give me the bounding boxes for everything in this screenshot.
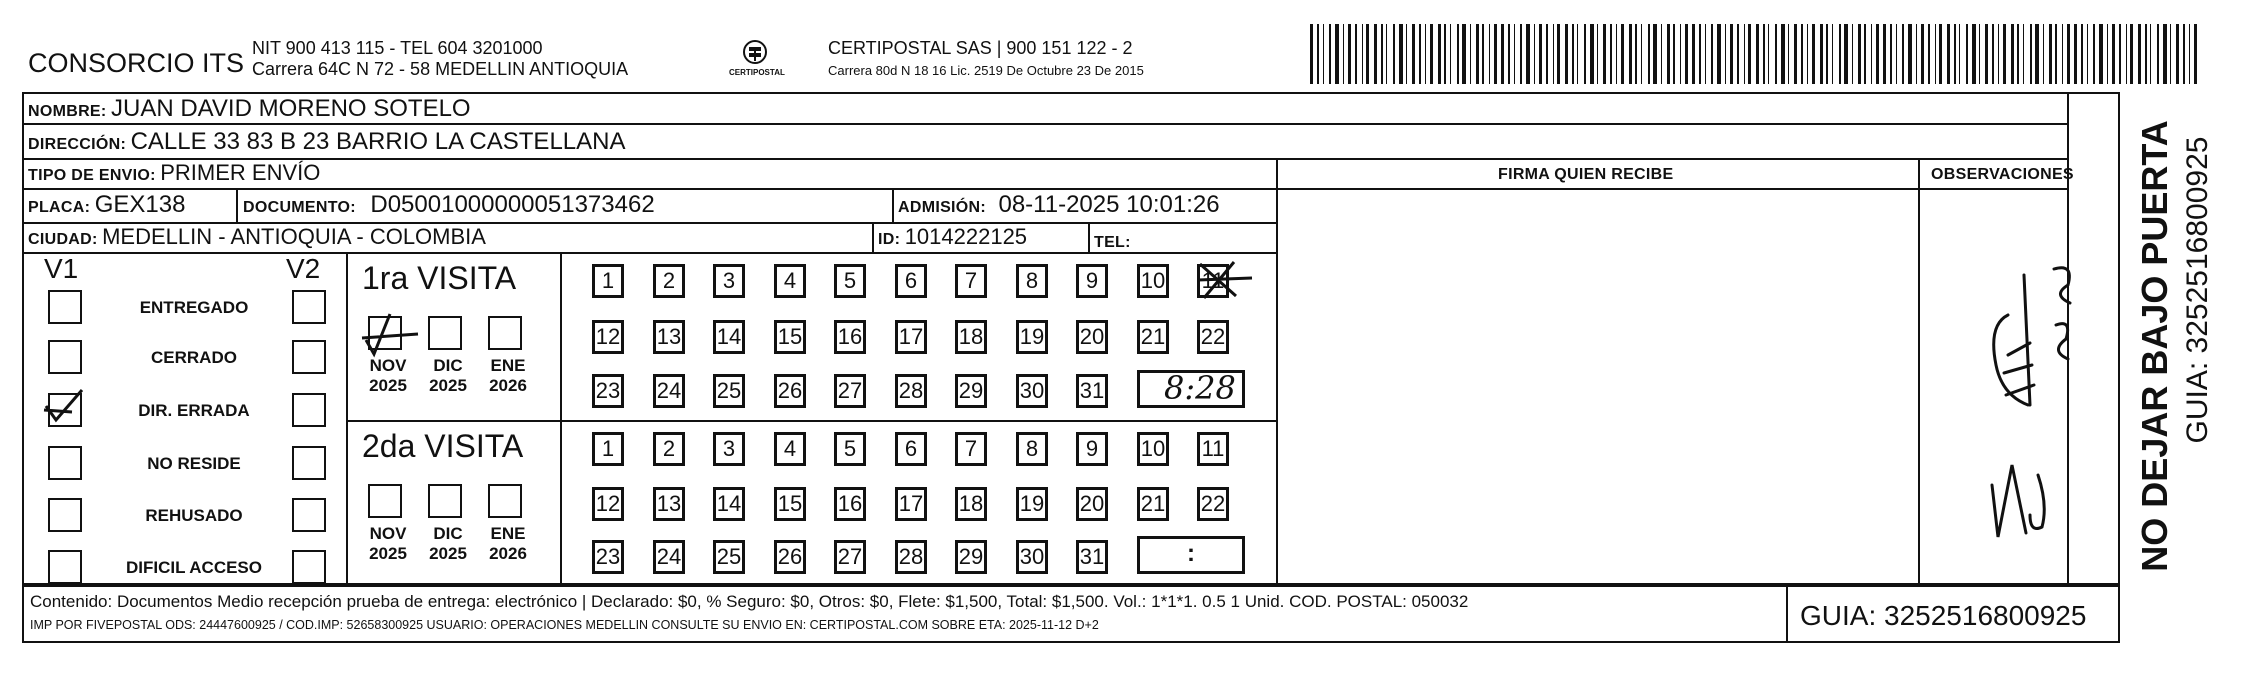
barcode-bar xyxy=(1553,24,1554,84)
second-visit-title: 2da VISITA xyxy=(362,428,524,464)
barcode-bar xyxy=(1430,24,1433,84)
day-box[interactable]: 1 xyxy=(592,432,624,466)
documento-value: D05001000000051373462 xyxy=(370,191,655,218)
day-box[interactable]: 27 xyxy=(834,374,866,408)
v2-checkbox[interactable] xyxy=(292,340,326,374)
barcode-bar xyxy=(1584,24,1586,84)
barcode-bar xyxy=(1374,24,1377,84)
day-box[interactable]: 13 xyxy=(653,320,685,354)
barcode-bar xyxy=(1546,24,1548,84)
month-year: 2026 xyxy=(489,376,527,395)
barcode-bar xyxy=(1826,24,1828,84)
barcode-bar xyxy=(2145,24,2147,84)
barcode-bar xyxy=(1508,24,1510,84)
day-box[interactable]: 24 xyxy=(653,540,685,574)
day-box[interactable]: 26 xyxy=(774,540,806,574)
barcode-bar xyxy=(1756,24,1759,84)
day-box[interactable]: 17 xyxy=(895,320,927,354)
day-box[interactable]: 22 xyxy=(1197,320,1229,354)
time-box-second[interactable] xyxy=(1137,536,1245,574)
barcode-bar xyxy=(1921,24,1924,84)
side-guia: GUIA: 3252516800925 xyxy=(2181,136,2214,444)
admision-label: ADMISIÓN: xyxy=(898,199,987,216)
barcode-bar xyxy=(1794,24,1797,84)
month-year: 2025 xyxy=(369,544,407,563)
day-box[interactable]: 25 xyxy=(713,374,745,408)
barcode-bar xyxy=(1343,24,1344,84)
id-row xyxy=(878,224,1027,250)
barcode-bar xyxy=(2003,24,2006,84)
barcode-bar xyxy=(1494,24,1497,84)
barcode-bar xyxy=(1534,24,1535,84)
barcode-bar xyxy=(2049,24,2052,84)
day-11-strike-mark xyxy=(1196,258,1256,309)
handwritten-observation xyxy=(1938,255,2078,575)
barcode-bar xyxy=(2055,24,2057,84)
v2-checkbox[interactable] xyxy=(292,498,326,532)
day-box[interactable]: 5 xyxy=(834,264,866,298)
barcode-bar xyxy=(1992,24,1994,84)
day-box[interactable]: 13 xyxy=(653,487,685,521)
barcode-bar xyxy=(1482,24,1484,84)
firma-header: FIRMA QUIEN RECIBE xyxy=(1498,166,1674,183)
day-box[interactable]: 6 xyxy=(895,432,927,466)
status-label: DIR. ERRADA xyxy=(138,401,250,420)
day-box[interactable]: 18 xyxy=(955,487,987,521)
barcode-bar xyxy=(1616,24,1617,84)
barcode-bar xyxy=(1844,24,1848,84)
barcode-bar xyxy=(1572,24,1574,84)
day-box[interactable]: 21 xyxy=(1137,320,1169,354)
day-box[interactable]: 16 xyxy=(834,487,866,521)
barcode-bar xyxy=(1801,24,1803,84)
day-box[interactable]: 9 xyxy=(1076,264,1108,298)
barcode-bar xyxy=(1692,24,1695,84)
barcode-bar xyxy=(1807,24,1808,84)
barcode-bar xyxy=(1661,24,1662,84)
barcode-bar xyxy=(1310,24,1313,84)
barcode-bar xyxy=(1362,24,1363,84)
barcode-bar xyxy=(1355,24,1357,84)
day-box[interactable]: 30 xyxy=(1016,374,1048,408)
certipostal-line2: Carrera 80d N 18 16 Lic. 2519 De Octubre 23 De 2015 xyxy=(828,63,1144,78)
day-box[interactable]: 31 xyxy=(1076,374,1108,408)
nombre-label: NOMBRE: xyxy=(28,103,107,120)
day-box[interactable]: 23 xyxy=(592,540,624,574)
barcode-bar xyxy=(2112,24,2115,84)
v2-header: V2 xyxy=(286,253,321,284)
v1-checkbox[interactable] xyxy=(48,498,82,532)
ciudad-row xyxy=(28,224,486,250)
ciudad-value: MEDELLIN - ANTIOQUIA - COLOMBIA xyxy=(102,224,486,249)
day-box[interactable]: 2 xyxy=(653,264,685,298)
v1-checkbox[interactable] xyxy=(48,550,82,584)
time-box-first[interactable] xyxy=(1137,370,1245,408)
month-checkbox[interactable] xyxy=(428,484,462,518)
barcode-bar xyxy=(2138,24,2141,84)
month-year: 2025 xyxy=(429,376,467,395)
barcode-bar xyxy=(1730,24,1733,84)
month-checkbox[interactable] xyxy=(488,484,522,518)
barcode-bar xyxy=(1470,24,1471,84)
v1-checkbox[interactable] xyxy=(48,446,82,480)
id-label: ID: xyxy=(878,231,901,248)
day-box[interactable]: 21 xyxy=(1137,487,1169,521)
company-name: CONSORCIO ITS xyxy=(28,48,245,78)
nov-check-mark xyxy=(360,310,422,365)
day-box[interactable]: 26 xyxy=(774,374,806,408)
day-box[interactable]: 20 xyxy=(1076,320,1108,354)
month-label: ENE xyxy=(490,356,526,375)
barcode-bar xyxy=(2087,24,2088,84)
barcode-bar xyxy=(1737,24,1739,84)
placa-label: PLACA: xyxy=(28,199,91,216)
certipostal-logo xyxy=(725,38,785,88)
barcode-bar xyxy=(1775,24,1777,84)
barcode-bar xyxy=(2176,24,2179,84)
barcode-bar xyxy=(2017,24,2019,84)
barcode-bar xyxy=(1489,24,1490,84)
day-box[interactable]: 17 xyxy=(895,487,927,521)
first-visit-title: 1ra VISITA xyxy=(362,260,517,296)
barcode-bar xyxy=(1858,24,1861,84)
day-box[interactable]: 18 xyxy=(955,320,987,354)
barcode-bar xyxy=(2194,24,2197,84)
barcode-bar xyxy=(1864,24,1866,84)
v2-checkbox[interactable] xyxy=(292,446,326,480)
day-box[interactable]: 8 xyxy=(1016,264,1048,298)
barcode-bar xyxy=(2126,24,2127,84)
day-box[interactable]: 28 xyxy=(895,374,927,408)
ciudad-label: CIUDAD: xyxy=(28,231,98,248)
barcode-bar xyxy=(2093,24,2095,84)
time-value-second: : xyxy=(1187,540,1195,567)
barcode-bar xyxy=(1419,24,1421,84)
day-box[interactable]: 6 xyxy=(895,264,927,298)
barcode-bar xyxy=(2107,24,2108,84)
month-checkbox[interactable] xyxy=(488,316,522,350)
barcode-bar xyxy=(1386,24,1387,84)
day-box[interactable]: 1 xyxy=(592,264,624,298)
barcode-bar xyxy=(2011,24,2014,84)
direccion-row xyxy=(28,128,625,156)
month-year: 2025 xyxy=(429,544,467,563)
barcode-bar xyxy=(1629,24,1632,84)
day-box[interactable]: 9 xyxy=(1076,432,1108,466)
month-checkbox[interactable] xyxy=(428,316,462,350)
certipostal-line1: CERTIPOSTAL SAS | 900 151 122 - 2 xyxy=(828,38,1133,58)
day-box[interactable]: 3 xyxy=(713,432,745,466)
day-box[interactable]: 5 xyxy=(834,432,866,466)
observaciones-header: OBSERVACIONES xyxy=(1931,166,2074,183)
day-box[interactable]: 16 xyxy=(834,320,866,354)
barcode-bar xyxy=(1597,24,1598,84)
direccion-label: DIRECCIÓN: xyxy=(28,136,127,153)
nombre-row xyxy=(28,95,471,123)
barcode-bar xyxy=(2043,24,2044,84)
status-label: ENTREGADO xyxy=(139,298,249,317)
barcode-bar xyxy=(1947,24,1950,84)
day-box[interactable]: 24 xyxy=(653,374,685,408)
barcode-bar xyxy=(1832,24,1833,84)
documento-row xyxy=(243,191,655,219)
barcode-bar xyxy=(1725,24,1726,84)
status-label: NO RESIDE xyxy=(147,454,241,473)
barcode-bar xyxy=(1781,24,1785,84)
barcode-bar xyxy=(1744,24,1745,84)
status-label: CERRADO xyxy=(151,348,237,367)
month-label: DIC xyxy=(433,356,463,375)
barcode-bar xyxy=(1577,24,1578,84)
barcode-bar xyxy=(1590,24,1594,84)
barcode-bar xyxy=(2130,24,2133,84)
barcode-bar xyxy=(1329,24,1331,84)
barcode-bar xyxy=(2030,24,2032,84)
barcode-bar xyxy=(1323,24,1324,84)
barcode-bar xyxy=(1852,24,1853,84)
barcode-bar xyxy=(1928,24,1930,84)
barcode-bar xyxy=(1444,24,1446,84)
day-box[interactable]: 11 xyxy=(1197,432,1229,466)
barcode-bar xyxy=(1711,24,1713,84)
day-box[interactable]: 23 xyxy=(592,374,624,408)
barcode-bar xyxy=(1985,24,1988,84)
barcode-bar xyxy=(1902,24,1904,84)
barcode-bar xyxy=(1514,24,1515,84)
logo-text: CERTIPOSTAL xyxy=(729,68,785,77)
day-box[interactable]: 28 xyxy=(895,540,927,574)
barcode-bar xyxy=(1348,24,1351,84)
barcode-bar xyxy=(1705,24,1706,84)
admision-value: 08-11-2025 10:01:26 xyxy=(998,191,1220,218)
barcode-bar xyxy=(1648,24,1650,84)
month-label: NOV xyxy=(369,356,407,375)
barcode-bar xyxy=(1748,24,1751,84)
company-nit-tel: NIT 900 413 115 - TEL 604 3201000 xyxy=(252,38,543,58)
status-label: REHUSADO xyxy=(145,506,243,525)
barcode-bar xyxy=(1476,24,1479,84)
barcode-bar xyxy=(1501,24,1504,84)
month-label: DIC xyxy=(433,524,463,543)
day-box[interactable]: 14 xyxy=(713,320,745,354)
barcode xyxy=(1310,24,2200,84)
status-label: DIFICIL ACCESO xyxy=(125,558,262,577)
barcode-bar xyxy=(1520,24,1522,84)
barcode-bar xyxy=(2062,24,2063,84)
barcode-bar xyxy=(1366,24,1369,84)
barcode-bar xyxy=(2067,24,2070,84)
day-box[interactable]: 11 xyxy=(1197,264,1229,298)
barcode-bar xyxy=(1399,24,1403,84)
day-box[interactable]: 30 xyxy=(1016,540,1048,574)
month-year: 2026 xyxy=(489,544,527,563)
barcode-bar xyxy=(1966,24,1968,84)
company-address: Carrera 64C N 72 - 58 MEDELLIN ANTIOQUIA xyxy=(252,59,629,79)
day-box[interactable]: 19 xyxy=(1016,320,1048,354)
id-value: 1014222125 xyxy=(904,224,1028,249)
month-label: NOV xyxy=(369,524,407,543)
side-warning: NO DEJAR BAJO PUERTA xyxy=(2134,120,2175,572)
v2-checkbox[interactable] xyxy=(292,290,326,324)
barcode-bar xyxy=(2189,24,2190,84)
barcode-bar xyxy=(2183,24,2185,84)
day-box[interactable]: 12 xyxy=(592,320,624,354)
barcode-bar xyxy=(1673,24,1675,84)
day-box[interactable]: 7 xyxy=(955,432,987,466)
barcode-bar xyxy=(1641,24,1642,84)
barcode-bar xyxy=(2157,24,2159,84)
month-year: 2025 xyxy=(369,376,407,395)
v1-checkbox[interactable] xyxy=(48,340,82,374)
day-box[interactable]: 10 xyxy=(1137,432,1169,466)
barcode-bar xyxy=(1457,24,1459,84)
v1-header: V1 xyxy=(44,253,79,284)
barcode-bar xyxy=(1610,24,1612,84)
tel-label: TEL: xyxy=(1094,234,1131,251)
day-box[interactable]: 25 xyxy=(713,540,745,574)
day-box[interactable]: 22 xyxy=(1197,487,1229,521)
day-box[interactable]: 4 xyxy=(774,432,806,466)
month-label: ENE xyxy=(490,524,526,543)
tipo-envio-value: PRIMER ENVÍO xyxy=(160,160,321,185)
day-box[interactable]: 29 xyxy=(955,540,987,574)
barcode-bar xyxy=(1916,24,1917,84)
day-box[interactable]: 31 xyxy=(1076,540,1108,574)
direccion-value: CALLE 33 83 B 23 BARRIO LA CASTELLANA xyxy=(130,128,626,155)
barcode-bar xyxy=(1557,24,1560,84)
barcode-bar xyxy=(1450,24,1451,84)
barcode-bar xyxy=(1998,24,1999,84)
barcode-bar xyxy=(1653,24,1657,84)
barcode-bar xyxy=(2150,24,2151,84)
barcode-bar xyxy=(1763,24,1765,84)
day-box[interactable]: 10 xyxy=(1137,264,1169,298)
footer-line1: Contenido: Documentos Medio recepción prueba de entrega: electrónico | Declarado: $0, % Seguro: $0, Otros: $0, Flete: $1,500, Total: $1,500. Vol.: 1*1*1. 0.5 1 Unid. COD. POSTAL: 050032 xyxy=(30,592,1469,611)
barcode-bar xyxy=(2074,24,2077,84)
day-box[interactable]: 15 xyxy=(774,320,806,354)
barcode-bar xyxy=(1680,24,1681,84)
barcode-bar xyxy=(1788,24,1789,84)
barcode-bar xyxy=(2099,24,2103,84)
barcode-bar xyxy=(1462,24,1466,84)
barcode-bar xyxy=(1438,24,1441,84)
day-box[interactable]: 4 xyxy=(774,264,806,298)
tipo-envio-row xyxy=(28,160,320,186)
day-box[interactable]: 20 xyxy=(1076,487,1108,521)
admision-row xyxy=(898,191,1220,219)
barcode-bar xyxy=(1317,24,1319,84)
barcode-bar xyxy=(1685,24,1688,84)
barcode-bar xyxy=(1335,24,1339,84)
barcode-bar xyxy=(1812,24,1815,84)
barcode-bar xyxy=(1890,24,1892,84)
barcode-bar xyxy=(1939,24,1942,84)
barcode-bar xyxy=(1839,24,1841,84)
barcode-bar xyxy=(1425,24,1426,84)
footer-line2: IMP POR FIVEPOSTAL ODS: 24447600925 / COD.IMP: 52658300925 USUARIO: OPERACIONES MEDELLIN CONSULTE SU ENVIO EN: CERTIPOSTAL.COM SOBRE ETA: 2025-11-12 D+2 xyxy=(30,618,1099,632)
nombre-value: JUAN DAVID MORENO SOTELO xyxy=(111,95,471,122)
barcode-bar xyxy=(2119,24,2121,84)
day-box[interactable]: 7 xyxy=(955,264,987,298)
day-box[interactable]: 15 xyxy=(774,487,806,521)
barcode-bar xyxy=(1526,24,1530,84)
day-box[interactable]: 12 xyxy=(592,487,624,521)
barcode-bar xyxy=(1539,24,1542,84)
barcode-bar xyxy=(1565,24,1568,84)
barcode-bar xyxy=(1699,24,1701,84)
barcode-bar xyxy=(2035,24,2039,84)
barcode-bar xyxy=(2163,24,2167,84)
barcode-bar xyxy=(1393,24,1395,84)
day-box[interactable]: 27 xyxy=(834,540,866,574)
dir-errada-check-mark xyxy=(42,388,88,429)
footer-guia: GUIA: 3252516800925 xyxy=(1800,600,2087,631)
day-box[interactable]: 8 xyxy=(1016,432,1048,466)
day-box[interactable]: 3 xyxy=(713,264,745,298)
v2-checkbox[interactable] xyxy=(292,393,326,427)
barcode-bar xyxy=(1412,24,1415,84)
barcode-bar xyxy=(1406,24,1407,84)
barcode-bar xyxy=(1871,24,1872,84)
form-frame xyxy=(22,92,2120,585)
barcode-bar xyxy=(1768,24,1769,84)
day-box[interactable]: 2 xyxy=(653,432,685,466)
barcode-bar xyxy=(1820,24,1823,84)
barcode-bar xyxy=(1667,24,1670,84)
day-box[interactable]: 19 xyxy=(1016,487,1048,521)
barcode-bar xyxy=(2023,24,2024,84)
day-box[interactable]: 14 xyxy=(713,487,745,521)
barcode-bar xyxy=(1876,24,1879,84)
barcode-bar xyxy=(2081,24,2083,84)
barcode-bar xyxy=(2170,24,2171,84)
placa-value: GEX138 xyxy=(94,191,186,218)
day-box[interactable]: 29 xyxy=(955,374,987,408)
time-value-first: 8:28 xyxy=(1164,369,1236,407)
barcode-bar xyxy=(1883,24,1886,84)
barcode-bar xyxy=(1717,24,1721,84)
tel-row xyxy=(1094,226,1131,254)
documento-label: DOCUMENTO: xyxy=(243,199,356,216)
v2-checkbox[interactable] xyxy=(292,550,326,584)
barcode-bar xyxy=(1896,24,1897,84)
barcode-bar xyxy=(1972,24,1976,84)
barcode-bar xyxy=(1603,24,1606,84)
tipo-envio-label: TIPO DE ENVIO: xyxy=(28,167,156,184)
v1-checkbox[interactable] xyxy=(48,290,82,324)
barcode-bar xyxy=(1635,24,1637,84)
barcode-bar xyxy=(1954,24,1956,84)
barcode-bar xyxy=(1979,24,1980,84)
barcode-bar xyxy=(1935,24,1936,84)
barcode-bar xyxy=(1621,24,1624,84)
barcode-bar xyxy=(1959,24,1960,84)
barcode-bar xyxy=(1908,24,1912,84)
month-checkbox[interactable] xyxy=(368,484,402,518)
barcode-bar xyxy=(1381,24,1383,84)
placa-row xyxy=(28,191,185,219)
